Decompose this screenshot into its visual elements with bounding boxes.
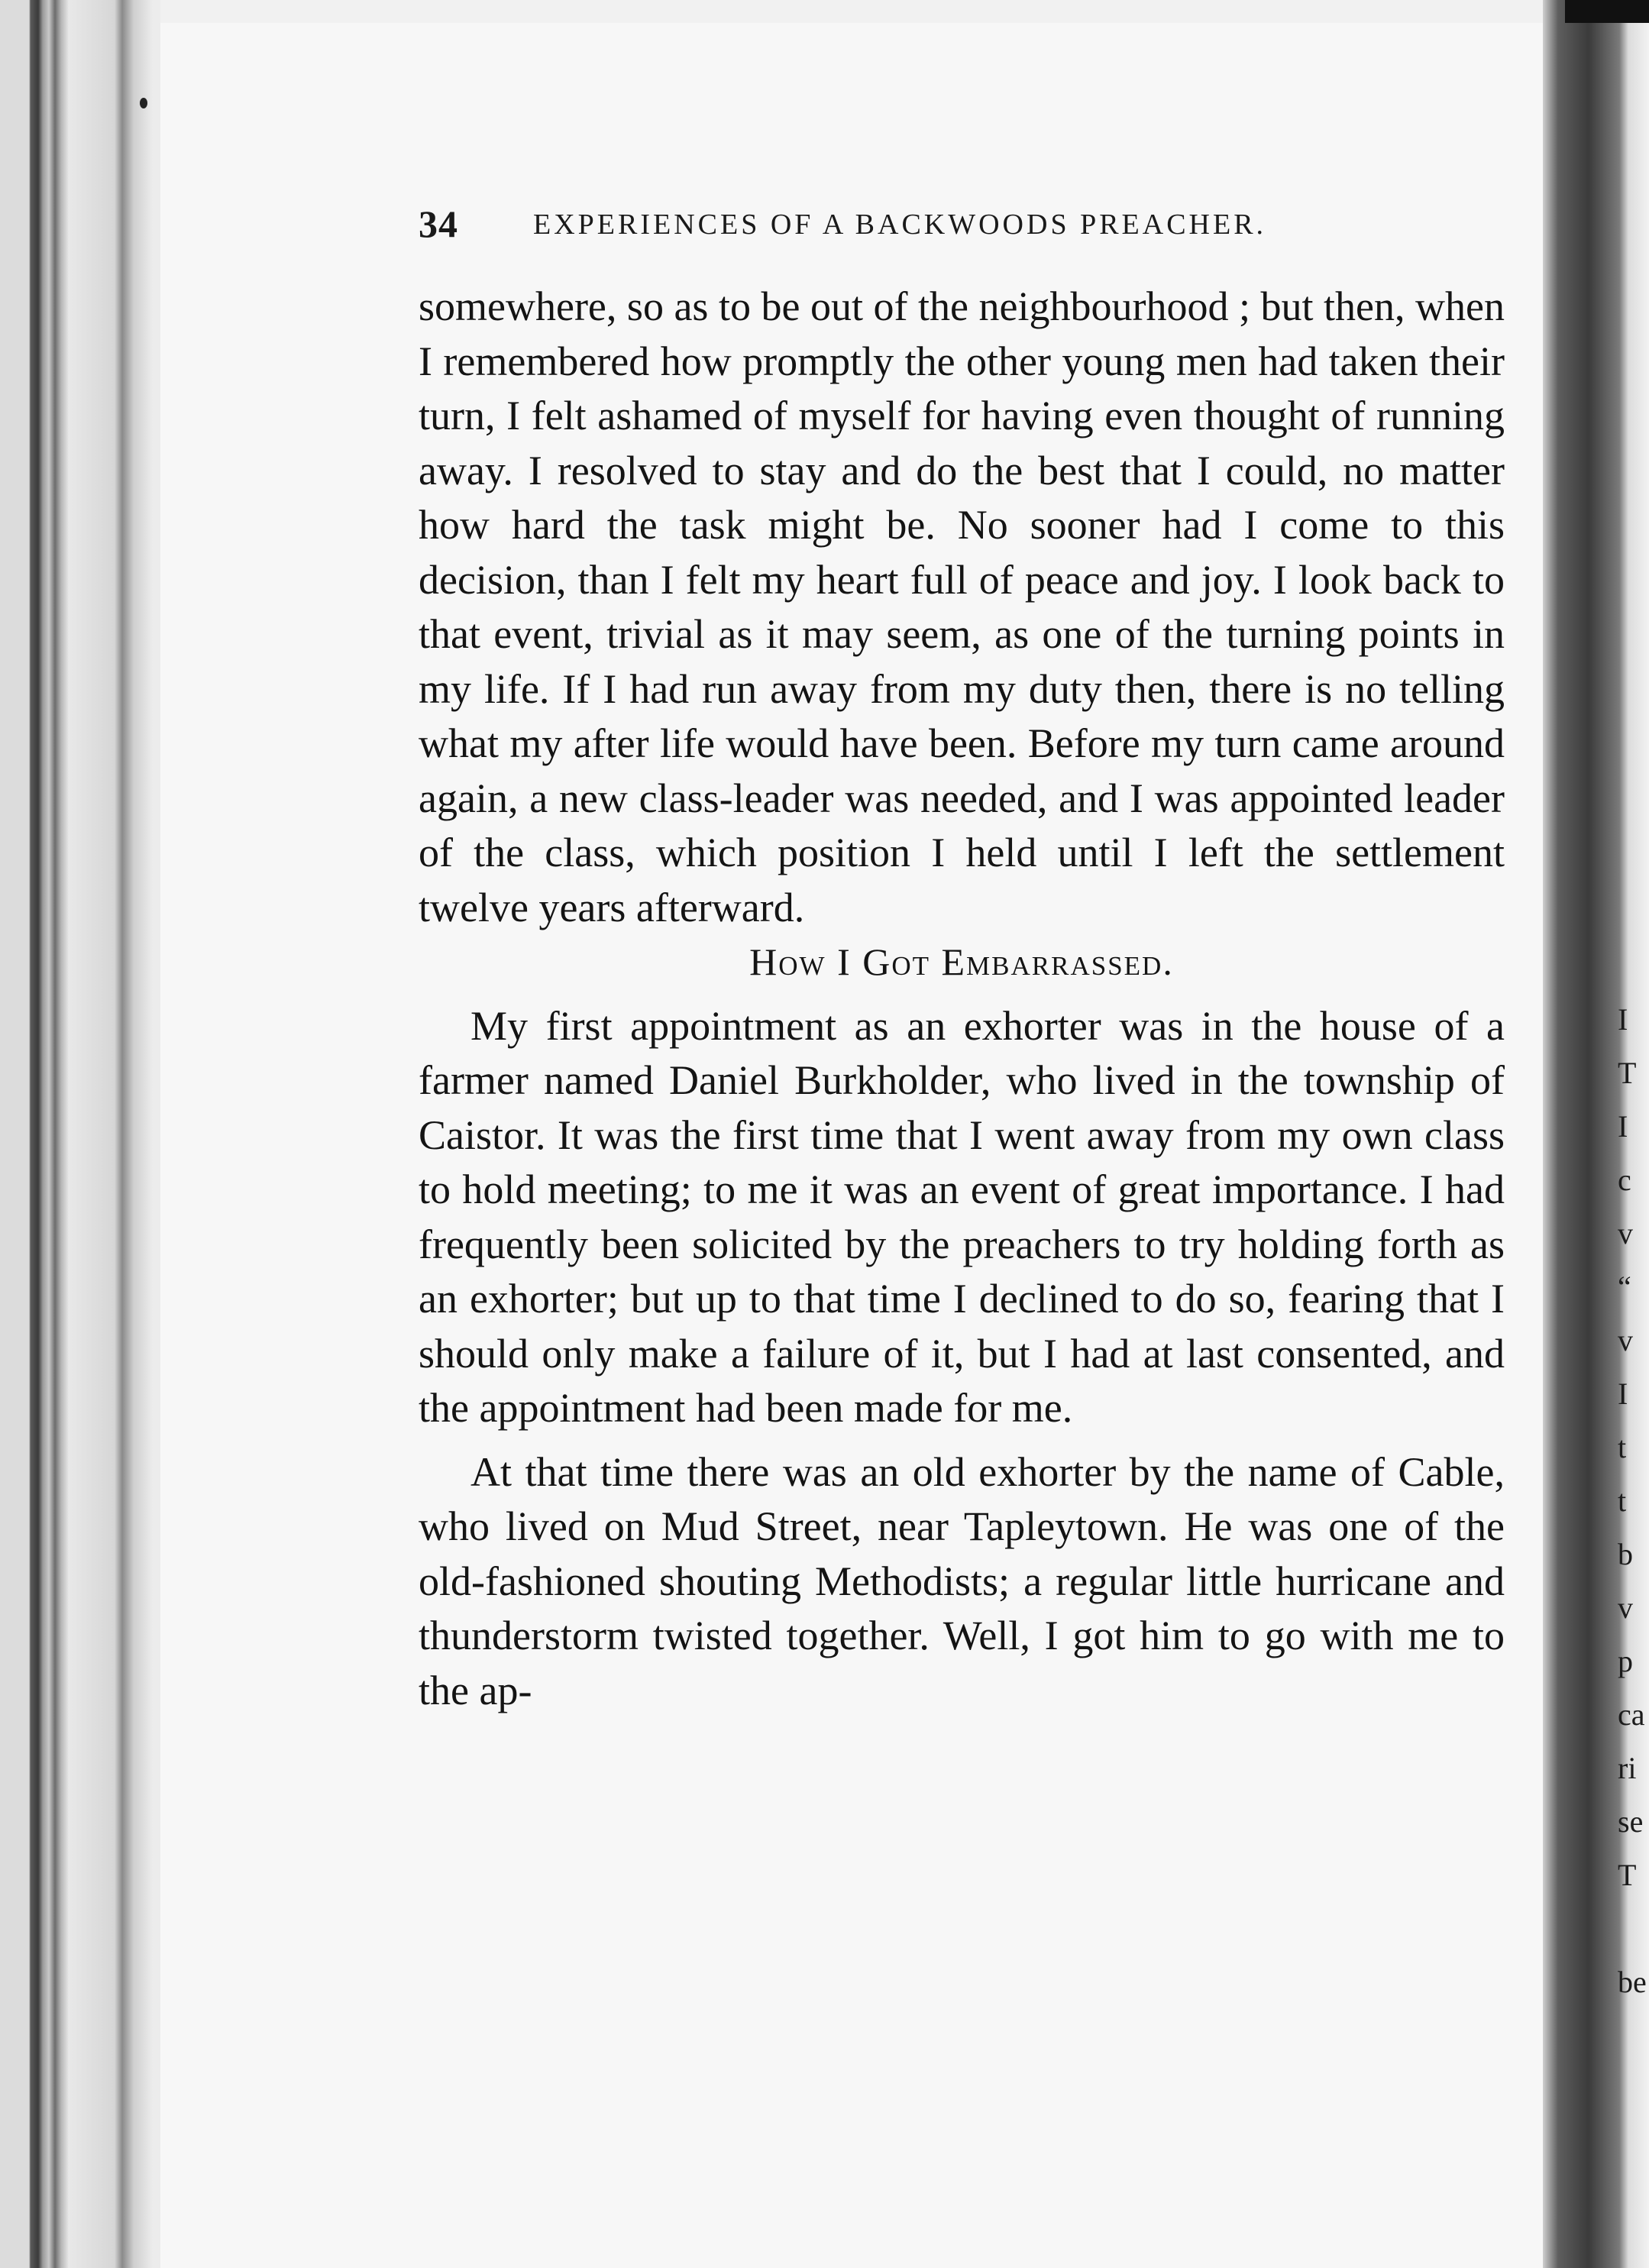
scan-corner	[1565, 0, 1649, 23]
page-body	[419, 280, 1505, 1718]
adjacent-page-letter: I	[1618, 1377, 1628, 1411]
section-title: How I Got Embarrassed.	[749, 940, 1174, 983]
adjacent-page-text	[1618, 993, 1649, 2024]
adjacent-page-letter: I	[1618, 1109, 1628, 1144]
adjacent-page-letter: t	[1618, 1483, 1627, 1518]
adjacent-page-letter: v	[1618, 1590, 1633, 1625]
adjacent-page-letter: ca	[1618, 1697, 1645, 1732]
adjacent-page-letter: T	[1618, 1858, 1637, 1892]
adjacent-page-letter: be	[1618, 1965, 1647, 1999]
adjacent-page-letter: T	[1618, 1056, 1637, 1090]
adjacent-page-letter	[1618, 1902, 1649, 1956]
adjacent-page-letter: t	[1618, 1430, 1627, 1464]
adjacent-page-letter: “	[1618, 1270, 1631, 1304]
adjacent-page-letter: v	[1618, 1323, 1633, 1357]
book-binding	[0, 0, 160, 2268]
binding-mark	[140, 98, 147, 108]
adjacent-page-letter: v	[1618, 1216, 1633, 1250]
adjacent-page-letter: I	[1618, 1002, 1628, 1037]
paragraph-continuation: somewhere, so as to be out of the neighbourhood ; but then, when I remembered how promptly the other young men had taken their turn, I felt ashamed of myself for having even thought of running away. I resolved to stay and do the best that I could, no matter how hard the task might be. No sooner had I come to this decision, than I felt my heart full of peace and joy. I look back to that event, trivial as it may seem, as one of the turning points in my life. If I had run away from my duty then, there is no telling what my after life would have been. Before my turn came around again, a new class-leader was needed, and I was appointed leader of the class, which position I held until I left the settlement twelve years afterward.	[419, 283, 1505, 930]
paragraph: My first appointment as an exhorter was in the house of a farmer named Daniel Burkholder, who lived in the township of Caistor. It was the first time that I went away from my own class to hold meeting; to me it was an event of great importance. I had frequently been solicited by the preachers to try holding forth as an exhorter; but up to that time I declined to do so, fearing that I should only make a failure of it, but I had at last consented, and the appointment had been made for me.	[419, 1002, 1505, 1431]
adjacent-page-letter: ri	[1618, 1751, 1637, 1785]
paragraph: At that time there was an old exhorter by the name of Cable, who lived on Mud Street, near Tapleytown. He was one of the old-fashioned shouting Methodists; a regular little hurricane and thunderstorm twisted together. Well, I got him to go with me to the ap-	[419, 1448, 1505, 1713]
adjacent-page-letter: b	[1618, 1537, 1633, 1571]
running-head: EXPERIENCES OF A BACKWOODS PREACHER.	[533, 209, 1267, 241]
adjacent-page-letter: se	[1618, 1804, 1644, 1839]
page-number: 34	[419, 202, 458, 245]
page-header	[419, 202, 1473, 248]
adjacent-page-letter: c	[1618, 1163, 1631, 1197]
adjacent-page-letter: p	[1618, 1644, 1633, 1678]
